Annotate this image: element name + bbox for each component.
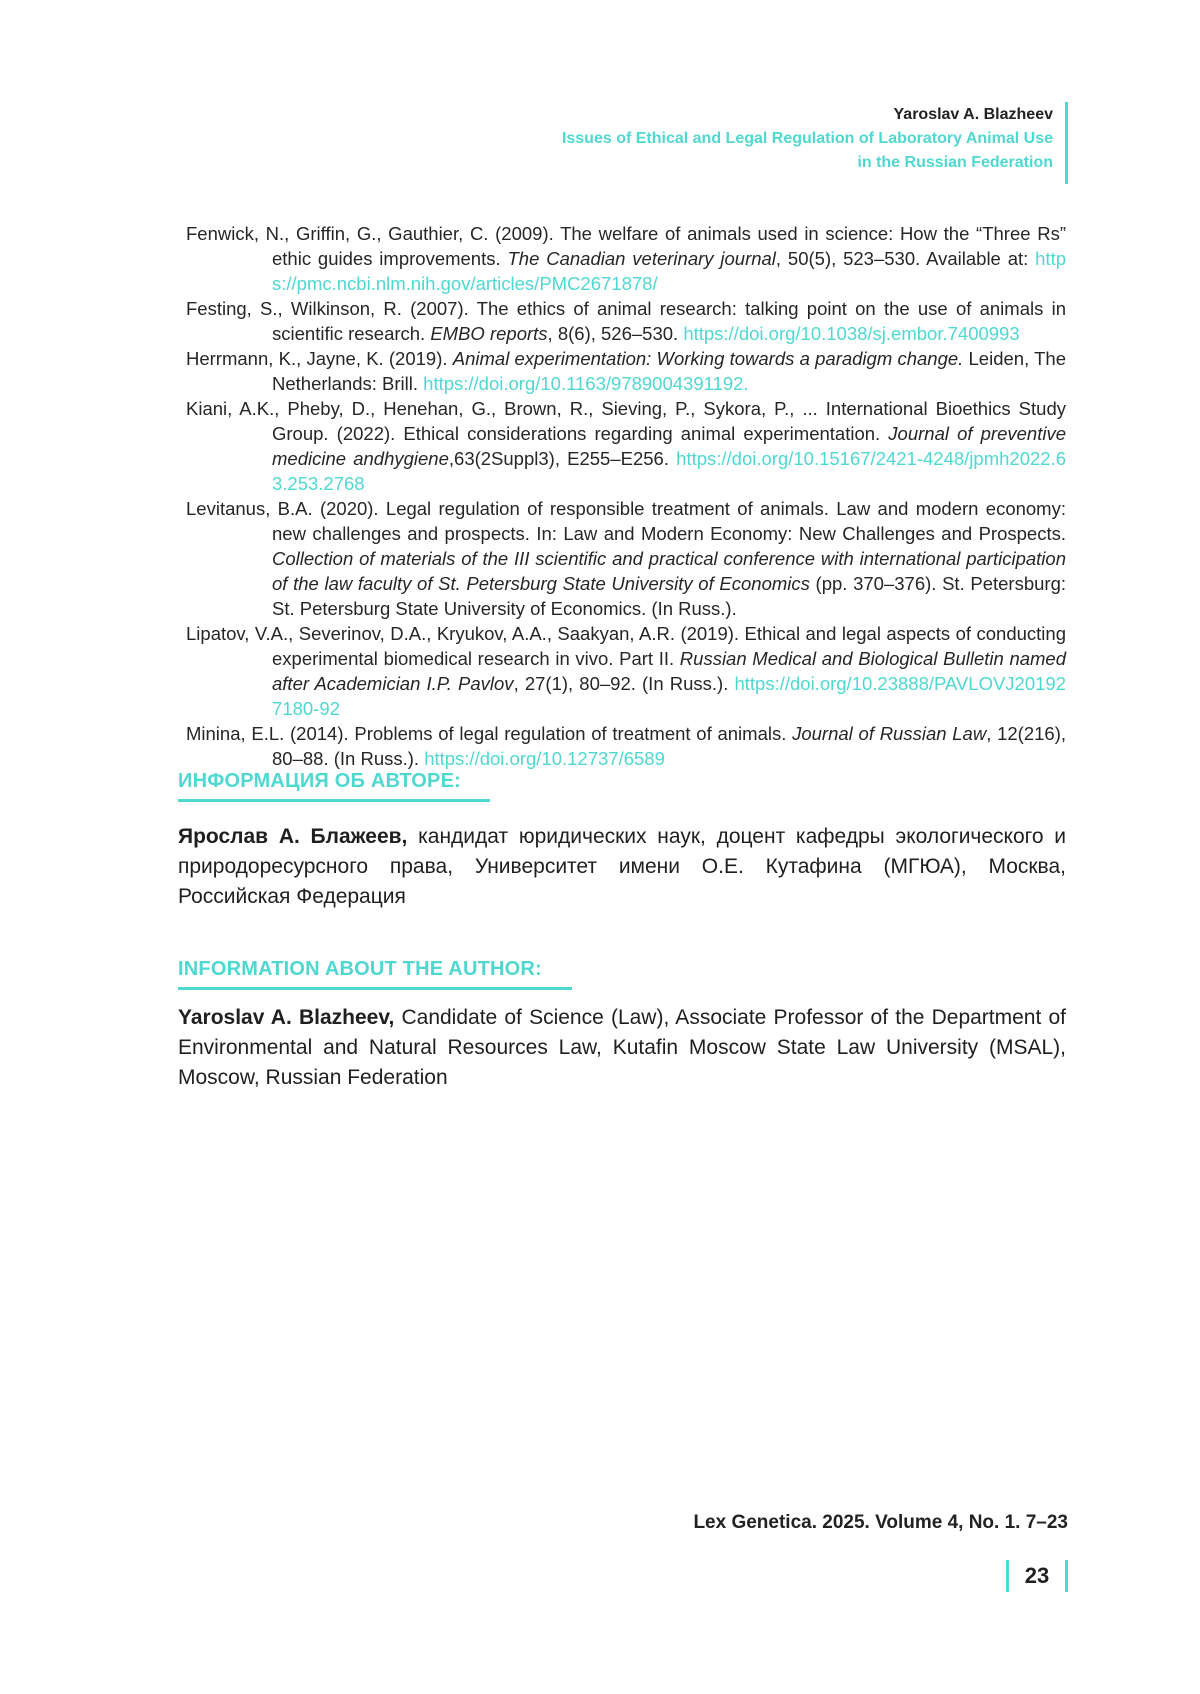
reference-text: Leiden, The Netherlands: Brill.	[272, 348, 1066, 394]
author-details-ru: кандидат юридических наук, доцент кафедры экологического и природоресурсного права, Университет имени О.Е. Кутафина (МГЮА), Москва, Российская Федерация	[178, 825, 1066, 908]
author-name-ru: Ярослав А. Блажеев,	[178, 825, 408, 848]
reference-source: Animal experimentation: Working towards a paradigm change.	[452, 348, 964, 369]
reference-link[interactable]: https://pmc.ncbi.nlm.nih.gov/articles/PMC2671878/	[272, 248, 1066, 294]
header-title-line-2: in the Russian Federation	[857, 154, 1053, 171]
reference-text: , 12(216), 80–88. (In Russ.).	[272, 723, 1067, 769]
reference-link[interactable]: https://doi.org/10.1038/sj.embor.7400993	[683, 323, 1020, 344]
reference-text: Lipatov, V.A., Severinov, D.A., Kryukov, A.A., Saakyan, A.R. (2019). Ethical and legal aspects of conducting experimental biomedical research in vivo. Part II.	[186, 623, 1066, 669]
journal-citation: Lex Genetica. 2025. Volume 4, No. 1. 7–23	[693, 1512, 1068, 1533]
reference-text: (pp. 370–376). St. Petersburg: St. Petersburg State University of Economics. (In Russ.).	[272, 573, 1067, 619]
reference-text: Festing, S., Wilkinson, R. (2007). The ethics of animal research: talking point on the use of animals in scientific research.	[186, 298, 1066, 344]
reference-source: Journal of Russian Law	[792, 723, 987, 744]
reference-source: The Canadian veterinary journal	[507, 248, 776, 269]
author-name-en: Yaroslav A. Blazheev,	[178, 1006, 395, 1029]
reference-text: Levitanus, B.A. (2020). Legal regulation of responsible treatment of animals. Law and modern economy: new challenges and prospects. In: Law and Modern Economy: New Challenges and Prospects.	[186, 498, 1066, 544]
author-info-ru	[178, 822, 1066, 912]
reference-item	[186, 296, 1066, 346]
reference-text: Fenwick, N., Griffin, G., Gauthier, C. (2009). The welfare of animals used in science: How the “Three Rs” ethic guides improvements.	[186, 223, 1066, 269]
reference-link[interactable]: https://doi.org/10.15167/2421-4248/jpmh2022.63.253.2768	[272, 448, 1066, 494]
reference-link[interactable]: https://doi.org/10.12737/6589	[424, 748, 665, 769]
page-number: 23	[1006, 1560, 1068, 1592]
reference-source: Collection of materials of the III scientific and practical conference with international participation of the law faculty of St. Petersburg State University of Economics	[272, 548, 1066, 594]
reference-item	[186, 721, 1066, 771]
reference-item	[186, 621, 1066, 721]
reference-item	[186, 396, 1066, 496]
reference-text: Minina, E.L. (2014). Problems of legal regulation of treatment of animals.	[186, 723, 793, 744]
reference-link[interactable]: https://doi.org/10.23888/PAVLOVJ201927180-92	[272, 673, 1066, 719]
reference-text: Kiani, A.K., Pheby, D., Henehan, G., Brown, R., Sieving, P., Sykora, P., ... International Bioethics Study Group. (2022). Ethical considerations regarding animal experimentation.	[186, 398, 1066, 444]
reference-text: ,63(2Suppl3), E255–E256.	[448, 448, 677, 469]
reference-source: Russian Medical and Biological Bulletin named after Academician I.P. Pavlov	[272, 648, 1067, 694]
author-info-en	[178, 1003, 1066, 1093]
reference-text: , 50(5), 523–530. Available at:	[775, 248, 1036, 269]
author-info-heading-ru: ИНФОРМАЦИЯ ОБ АВТОРЕ:	[178, 770, 490, 802]
reference-source: Journal of preventive medicine andhygiene	[272, 423, 1067, 469]
reference-link[interactable]: https://doi.org/10.1163/9789004391192.	[423, 373, 749, 394]
reference-list	[186, 221, 1066, 771]
reference-item	[186, 496, 1066, 621]
reference-text: , 8(6), 526–530.	[547, 323, 684, 344]
author-details-en: Candidate of Science (Law), Associate Professor of the Department of Environmental and Natural Resources Law, Kutafin Moscow State Law University (MSAL), Moscow, Russian Federation	[178, 1006, 1067, 1089]
header-author: Yaroslav A. Blazheev	[893, 106, 1053, 123]
reference-item	[186, 346, 1066, 396]
header-title-line-1: Issues of Ethical and Legal Regulation of Laboratory Animal Use	[561, 130, 1053, 147]
author-info-heading-en: INFORMATION ABOUT THE AUTHOR:	[178, 958, 572, 990]
running-header	[562, 102, 1068, 184]
reference-source: EMBO reports	[430, 323, 548, 344]
reference-text: Herrmann, K., Jayne, K. (2019).	[186, 348, 453, 369]
reference-text: , 27(1), 80–92. (In Russ.).	[513, 673, 735, 694]
reference-item	[186, 221, 1066, 296]
